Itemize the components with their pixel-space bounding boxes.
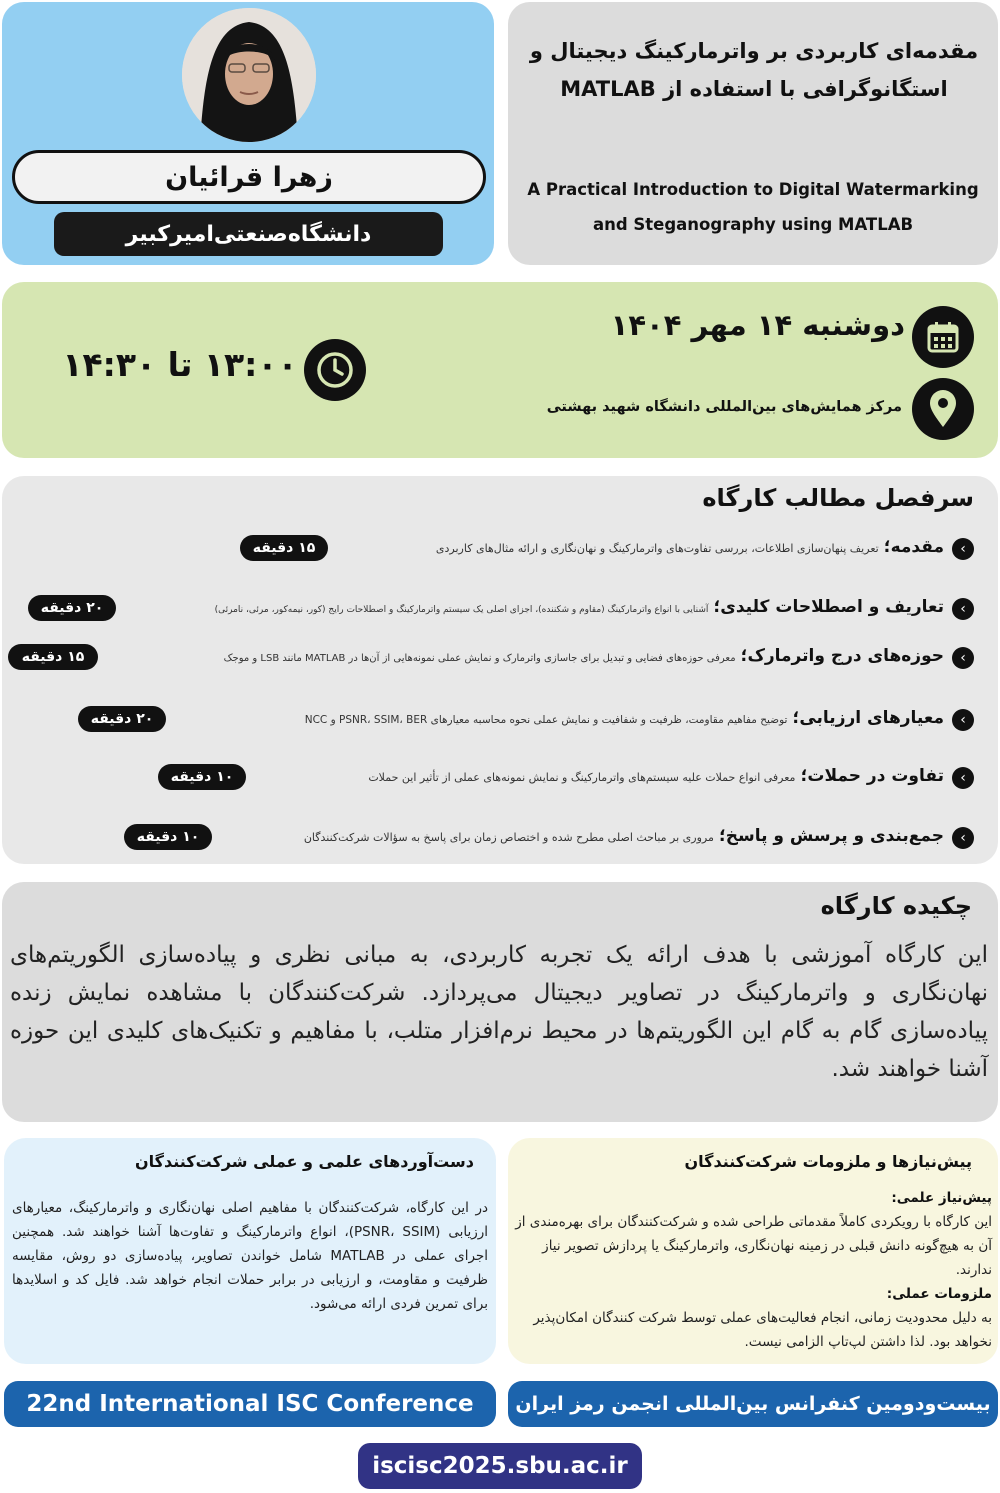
- duration-pill: ۲۰ دقیقه: [78, 706, 166, 732]
- outline-item-desc: توضیح مفاهیم مقاومت، ظرفیت و شفافیت و نمایش عملی نحوه محاسبه معیارهای PSNR، SSIM، BER و NCC: [304, 714, 788, 726]
- outline-item-title: جمع‌بندی و پرسش و پاسخ؛: [718, 826, 944, 846]
- chevron-left-icon: ‹: [952, 709, 974, 731]
- outline-item-title: حوزه‌های درج واترمارک؛: [740, 646, 944, 666]
- outline-item-title: تعاریف و اصطلاحات کلیدی؛: [713, 597, 944, 617]
- outline-item: [0, 824, 974, 852]
- duration-pill: ۱۵ دقیقه: [240, 535, 328, 561]
- duration-pill: ۱۰ دقیقه: [158, 764, 246, 790]
- outcomes-text: در این کارگاه، شرکت‌کنندگان با مفاهیم اصلی نهان‌نگاری و واترمارکینگ، معیارهای ارزیابی (PSNR، SSIM)، انواع واترمارکینگ و تفاوت‌ها آشنا خواهند شد. همچنین اجرای عملی در MATLAB شامل خواندن تصاویر، پیاده‌سازی دو روش، مقایسه ظرفیت و مقاومت، و ارزیابی در برابر حملات انجام خواهد شد. فایل کد و اسلایدها برای تمرین فردی ارائه می‌شود.: [12, 1200, 488, 1312]
- title-english: A Practical Introduction to Digital Watermarking and Steganography using MATLAB: [527, 180, 979, 234]
- practical-req-text: به دلیل محدودیت زمانی، انجام فعالیت‌های عملی توسط شرکت کنندگان امکان‌پذیر نخواهد بود. لذا داشتن لپ‌تاپ الزامی نیست.: [533, 1310, 992, 1350]
- chevron-left-icon: ‹: [952, 827, 974, 849]
- outline-item: [0, 644, 974, 672]
- title-persian: مقدمه‌ای کاربردی بر واترمارکینگ دیجیتال و استگانوگرافی با استفاده از MATLAB: [529, 39, 979, 101]
- outline-item-desc: معرفی حوزه‌های فضایی و تبدیل برای جاسازی واترمارک و نمایش عملی نمونه‌هایی از آن‌ها در MATLAB مانند LSB و موجک: [223, 653, 736, 664]
- duration-pill: ۱۵ دقیقه: [8, 644, 98, 670]
- outline-item: [0, 595, 974, 623]
- outline-heading: سرفصل مطالب کارگاه: [702, 484, 974, 512]
- outline-item-desc: معرفی انواع حملات علیه سیستم‌های واترمارکینگ و نمایش نمونه‌های عملی از تأثیر این حملات: [368, 771, 796, 784]
- workshop-time: ۱۳:۰۰ تا ۱۴:۳۰: [62, 345, 298, 384]
- speaker-university: دانشگاه‌صنعتی‌امیرکبیر: [54, 212, 443, 256]
- abstract-text: این کارگاه آموزشی با هدف ارائه یک تجربه کاربردی، به مبانی نظری و پیاده‌سازی الگوریتم‌های نهان‌نگاری و واترمارکینگ در تصاویر دیجیتال می‌پردازد. شرکت‌کنندگان با مشاهده نمایش زنده پیاده‌سازی گام به گام این الگوریتم‌ها در محیط نرم‌افزار متلب، با مفاهیم و تکنیک‌های کلیدی این حوزه آشنا خواهند شد.: [10, 942, 988, 1082]
- prerequisites-heading: پیش‌نیازها و ملزومات شرکت‌کنندگان: [684, 1152, 972, 1171]
- chevron-left-icon: ‹: [952, 647, 974, 669]
- science-prereq-text: این کارگاه با رویکردی کاملاً مقدماتی طراحی شده و شرکت‌کنندگان برای بهره‌مندی از آن به هیچ‌گونه دانش قبلی در زمینه نهان‌نگاری، واترمارکینگ یا پردازش تصویر نیاز ندارند.: [515, 1214, 992, 1278]
- outcomes-heading: دست‌آوردهای علمی و عملی شرکت‌کنندگان: [135, 1152, 474, 1171]
- duration-pill: ۱۰ دقیقه: [124, 824, 212, 850]
- conference-name-english: 22nd International ISC Conference: [4, 1381, 496, 1427]
- chevron-left-icon: ‹: [952, 538, 974, 560]
- outline-item-desc: تعریف پنهان‌سازی اطلاعات، بررسی تفاوت‌های واترمارکینگ و نهان‌نگاری و ارائه مثال‌های کاربردی: [435, 542, 879, 555]
- prerequisites-body: [514, 1186, 992, 1354]
- workshop-date: دوشنبه ۱۴ مهر ۱۴۰۴: [610, 308, 905, 342]
- duration-pill: ۲۰ دقیقه: [28, 595, 116, 621]
- outline-item-title: معیارهای ارزیابی؛: [792, 708, 944, 728]
- speaker-name: زهرا قرائیان: [12, 150, 486, 204]
- website-link[interactable]: iscisc2025.sbu.ac.ir: [358, 1443, 642, 1489]
- outline-item: [0, 764, 974, 792]
- outline-item: [0, 706, 974, 734]
- practical-req-label: ملزومات عملی:: [886, 1286, 992, 1302]
- clock-icon: [304, 339, 366, 401]
- location-pin-icon: [912, 378, 974, 440]
- workshop-venue: مرکز همایش‌های بین‌المللی دانشگاه شهید بهشتی: [546, 399, 902, 415]
- calendar-icon: [912, 306, 974, 368]
- speaker-photo: [182, 8, 316, 142]
- outline-item-title: تفاوت در حملات؛: [800, 766, 944, 786]
- outline-item-desc: آشنایی با انواع واترمارکینگ (مقاوم و شکننده)، اجزای اصلی یک سیستم واترمارکینگ و اصطلاحات رایج (کور، نیمه‌کور، مرئی، نامرئی): [214, 605, 709, 615]
- abstract-heading: چکیده کارگاه: [820, 892, 972, 920]
- chevron-left-icon: ‹: [952, 767, 974, 789]
- science-prereq-label: پیش‌نیاز علمی:: [891, 1190, 992, 1206]
- outline-item: [0, 535, 974, 563]
- outline-item-title: مقدمه؛: [883, 537, 944, 557]
- chevron-left-icon: ‹: [952, 598, 974, 620]
- conference-name-persian: بیست‌ودومین کنفرانس بین‌المللی انجمن رمز ایران: [508, 1381, 998, 1427]
- outline-item-desc: مروری بر مباحث اصلی مطرح شده و اختصاص زمان برای پاسخ به سؤالات شرکت‌کنندگان: [303, 831, 714, 844]
